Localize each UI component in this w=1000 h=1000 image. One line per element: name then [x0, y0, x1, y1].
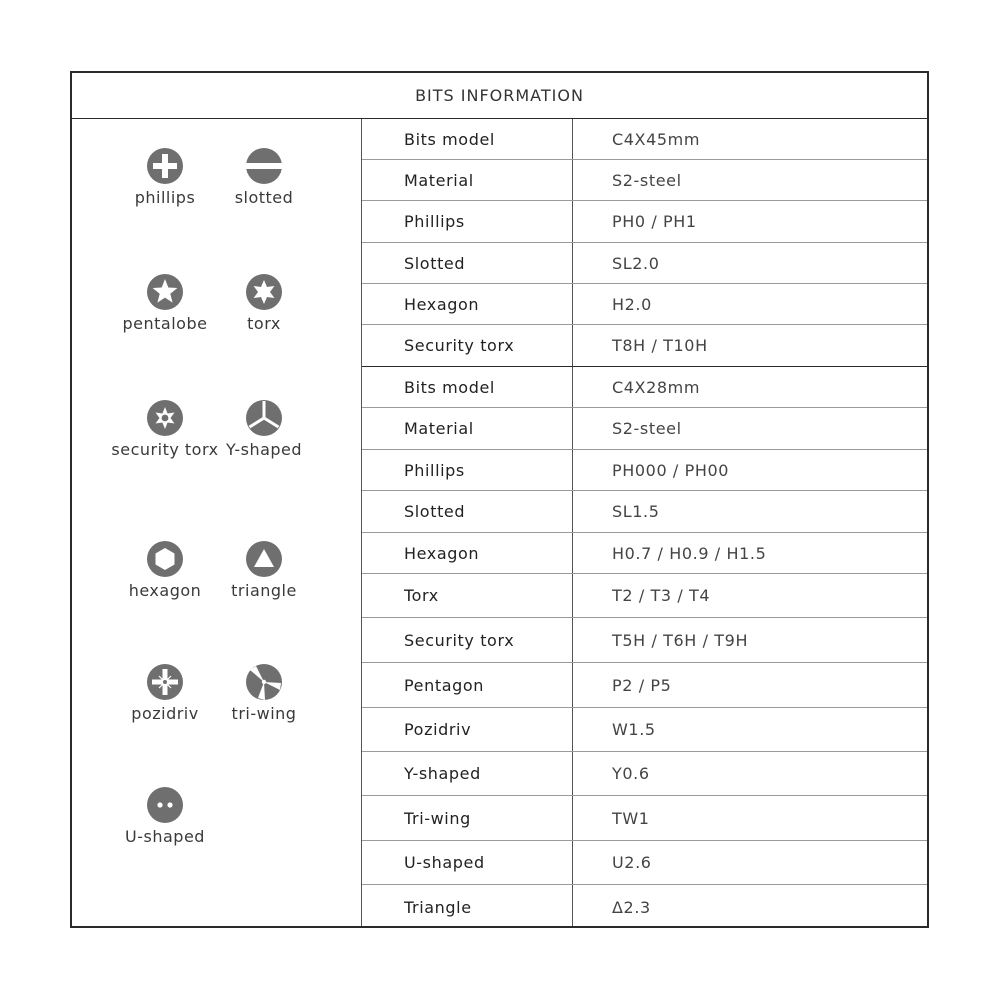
table-row	[362, 618, 927, 663]
spec-label: Pentagon	[404, 675, 485, 695]
spec-label: Material	[404, 419, 474, 438]
table-row	[362, 201, 927, 243]
table-row	[362, 885, 927, 929]
table-row	[362, 841, 927, 885]
bit-label: pozidriv	[131, 704, 199, 723]
spec-label: Phillips	[404, 460, 465, 480]
torx-icon	[245, 273, 283, 311]
tri-wing-icon	[245, 663, 283, 701]
bit-label: torx	[247, 314, 281, 333]
bit-label: security torx	[111, 440, 219, 459]
u-shaped-icon	[146, 786, 184, 824]
spec-label: Security torx	[404, 336, 515, 355]
page-title: BITS INFORMATION	[72, 73, 927, 119]
spec-value: PH0 / PH1	[612, 212, 697, 231]
spec-value: SL2.0	[612, 253, 660, 273]
spec-label: U-shaped	[404, 853, 485, 872]
bit-u-shaped	[105, 786, 225, 845]
table-row	[362, 708, 927, 752]
spec-value: C4X45mm	[612, 129, 701, 149]
spec-value: P2 / P5	[612, 675, 672, 695]
bit-label: pentalobe	[122, 314, 208, 333]
spec-label: Phillips	[404, 212, 465, 231]
table-row	[362, 450, 927, 491]
spec-value: W1.5	[612, 720, 656, 739]
table-row	[362, 284, 927, 325]
bit-label: tri-wing	[231, 704, 297, 723]
spec-label: Y-shaped	[404, 764, 481, 783]
security-torx-icon	[146, 399, 184, 437]
table-row	[362, 533, 927, 574]
table-row	[362, 408, 927, 450]
spec-value: S2-steel	[612, 170, 682, 190]
spec-label: Hexagon	[404, 294, 480, 314]
spec-value: T2 / T3 / T4	[612, 586, 711, 605]
spec-value: PH000 / PH00	[612, 460, 730, 480]
bit-y-shaped	[204, 399, 324, 458]
table-row	[362, 491, 927, 533]
bit-label: Y-shaped	[225, 440, 303, 459]
spec-label: Torx	[404, 586, 439, 605]
bit-label: triangle	[231, 581, 297, 600]
bit-triangle	[204, 540, 324, 599]
specs-table	[362, 119, 927, 926]
bit-torx	[204, 273, 324, 332]
spec-label: Triangle	[404, 897, 472, 917]
bit-label: slotted	[234, 188, 294, 207]
bit-label: hexagon	[128, 581, 202, 600]
spec-value: SL1.5	[612, 502, 660, 521]
spec-label: Tri-wing	[404, 808, 471, 828]
spec-value: H2.0	[612, 294, 652, 314]
spec-value: Δ2.3	[612, 897, 651, 917]
spec-label: Pozidriv	[404, 720, 472, 739]
slotted-icon	[245, 147, 283, 185]
table-row	[362, 367, 927, 408]
spec-value: H0.7 / H0.9 / H1.5	[612, 543, 767, 563]
spec-value: S2-steel	[612, 419, 682, 438]
table-row	[362, 325, 927, 367]
table-row	[362, 796, 927, 841]
bits-info-frame	[70, 71, 929, 928]
spec-value: Y0.6	[612, 764, 650, 783]
table-row	[362, 574, 927, 618]
triangle-icon	[245, 540, 283, 578]
spec-label: Security torx	[404, 630, 515, 650]
spec-label: Bits model	[404, 129, 495, 149]
table-row	[362, 160, 927, 201]
spec-label: Slotted	[404, 502, 466, 521]
bit-label: phillips	[134, 188, 196, 207]
spec-value: U2.6	[612, 853, 652, 872]
spec-value: T5H / T6H / T9H	[612, 630, 749, 650]
bit-tri-wing	[204, 663, 324, 722]
bit-label: U-shaped	[125, 827, 205, 846]
pozidriv-icon	[146, 663, 184, 701]
spec-label: Material	[404, 170, 474, 190]
table-row	[362, 663, 927, 708]
bit-icon-panel	[72, 119, 362, 926]
table-row	[362, 752, 927, 796]
y-shaped-icon	[245, 399, 283, 437]
pentalobe-icon	[146, 273, 184, 311]
spec-label: Hexagon	[404, 543, 480, 563]
spec-label: Slotted	[404, 253, 466, 273]
table-row	[362, 119, 927, 160]
table-row	[362, 243, 927, 284]
hexagon-icon	[146, 540, 184, 578]
spec-value: TW1	[612, 808, 650, 828]
phillips-icon	[146, 147, 184, 185]
spec-value: T8H / T10H	[612, 336, 708, 355]
spec-label: Bits model	[404, 377, 495, 397]
spec-value: C4X28mm	[612, 377, 701, 397]
bit-slotted	[204, 147, 324, 206]
